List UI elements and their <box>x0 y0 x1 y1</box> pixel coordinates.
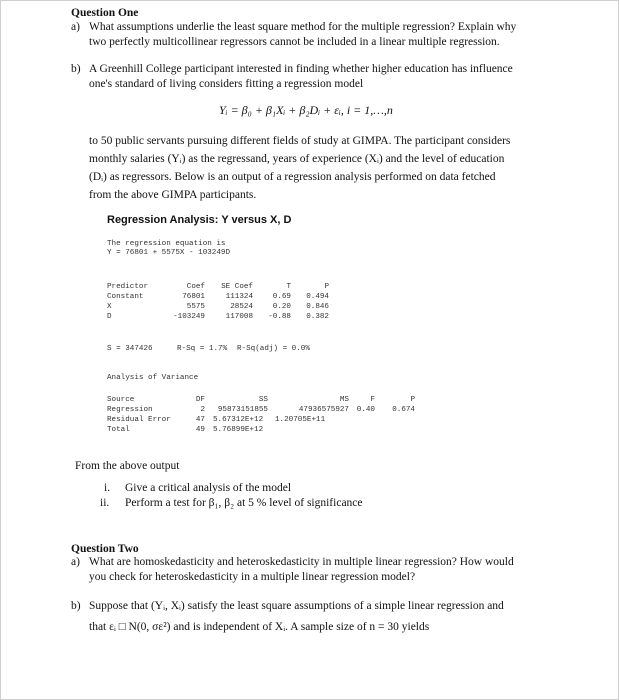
df-value: 47 <box>195 416 205 424</box>
df-value: 49 <box>195 426 205 434</box>
table-row: Residual Error <box>107 416 171 424</box>
r-squared: R-Sq = 1.7% <box>177 345 228 353</box>
anova-header-ms: MS <box>339 396 349 404</box>
coef-value: -103249 <box>173 313 205 321</box>
task-i-label: i. <box>104 482 111 494</box>
anova-header-df: DF <box>195 396 205 404</box>
anova-header-p: P <box>410 396 415 404</box>
coef-value: 76801 <box>182 293 205 301</box>
se-coef-value: 117008 <box>225 313 253 321</box>
anova-header-ss: SS <box>258 396 268 404</box>
task-ii-text: Perform a test for β₁, β₂ at 5 % level of significance <box>125 497 363 509</box>
p-value: 0.846 <box>306 303 329 311</box>
coef-header-se: SE Coef <box>221 283 253 291</box>
q2-a-line1: What are homoskedasticity and heteroskedasticity in multiple linear regression? How would <box>89 556 514 568</box>
se-coef-value: 111324 <box>225 293 253 301</box>
regression-output-title: Regression Analysis: Y versus X, D <box>107 214 292 226</box>
q2-b-label: b) <box>71 600 81 612</box>
regression-equation: Y = 76801 + 5575X - 103249D <box>107 249 231 257</box>
q1-b-label: b) <box>71 63 81 75</box>
f-value: 0.40 <box>356 406 375 414</box>
q1-b-para1: to 50 public servants pursuing different fields of study at GIMPA. The participant considers <box>89 135 511 147</box>
coef-value: 5575 <box>186 303 205 311</box>
r-squared-adjusted: R-Sq(adj) = 0.0% <box>237 345 310 353</box>
t-value: -0.88 <box>268 313 291 321</box>
q1-a-line2: two perfectly multicollinear regressors cannot be included in a linear multiple regression. <box>89 36 500 48</box>
ss-value: 5.76899E+12 <box>213 426 264 434</box>
anova-header-f: F <box>370 396 375 404</box>
q1-a-line1: What assumptions underlie the least square method for the multiple regression? Explain why <box>89 21 517 33</box>
table-row: Regression <box>107 406 153 414</box>
ms-value: 47936575927 <box>298 406 349 414</box>
table-row: X <box>107 303 112 311</box>
q2-a-line2: you check for heteroskedasticity in a multiple linear regression model? <box>89 571 416 583</box>
p-value: 0.382 <box>306 313 329 321</box>
task-ii-label: ii. <box>100 497 110 509</box>
q2-b-line2: that εᵢ □ N(0, σε²) and is independent of Xᵢ. A sample size of n = 30 yields <box>89 621 430 633</box>
t-value: 0.20 <box>272 303 291 311</box>
coef-header-t: T <box>286 283 291 291</box>
question-two-heading: Question Two <box>71 543 139 555</box>
coef-header-coef: Coef <box>186 283 205 291</box>
s-statistic: S = 347426 <box>107 345 153 353</box>
q1-b-para3: (Dᵢ) as regressors. Below is an output of a regression analysis performed on data fetched <box>89 171 496 183</box>
anova-header-source: Source <box>107 396 135 404</box>
question-one-heading: Question One <box>71 7 139 19</box>
coef-header-p: P <box>324 283 329 291</box>
coef-header-predictor: Predictor <box>107 283 149 291</box>
q2-a-label: a) <box>71 556 80 568</box>
anova-title: Analysis of Variance <box>107 374 199 382</box>
q2-b-line1: Suppose that (Yᵢ, Xᵢ) satisfy the least square assumptions of a simple linear regression and <box>89 600 504 612</box>
df-value: 2 <box>200 406 205 414</box>
t-value: 0.69 <box>272 293 291 301</box>
se-coef-value: 28524 <box>230 303 253 311</box>
tasks-intro: From the above output <box>75 460 180 472</box>
q1-b-line1: A Greenhill College participant interested in finding whether higher education has influence <box>89 63 513 75</box>
task-i-text: Give a critical analysis of the model <box>125 482 292 494</box>
ms-value: 1.20705E+11 <box>275 416 326 424</box>
model-equation: Yᵢ = β₀ + β₁Xᵢ + β₂Dᵢ + εᵢ, i = 1,…,n <box>219 103 393 117</box>
regression-equation-label: The regression equation is <box>107 240 226 248</box>
q1-a-label: a) <box>71 21 80 33</box>
q1-b-line2: one's standard of living considers fitting a regression model <box>89 78 364 90</box>
q1-b-para2: monthly salaries (Yᵢ) as the regressand, years of experience (Xᵢ) and the level of education <box>89 153 505 165</box>
p-value: 0.494 <box>306 293 329 301</box>
table-row: Total <box>107 426 130 434</box>
table-row: Constant <box>107 293 144 301</box>
p-value: 0.674 <box>392 406 415 414</box>
ss-value: 5.67312E+12 <box>213 416 264 424</box>
ss-value: 95873151855 <box>217 406 268 414</box>
q1-b-para4: from the above GIMPA participants. <box>89 189 257 201</box>
table-row: D <box>107 313 112 321</box>
